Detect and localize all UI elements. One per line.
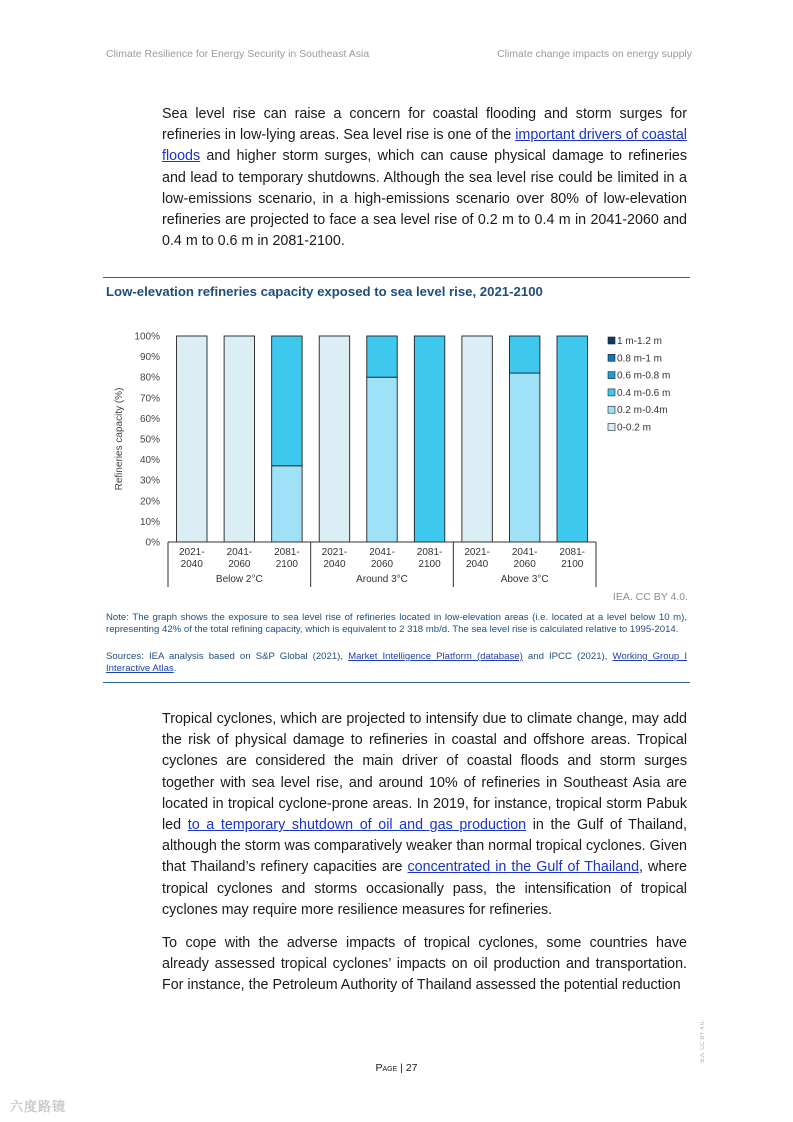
y-tick-label: 10% <box>139 516 160 528</box>
bar-segment <box>272 336 302 466</box>
sources-text: . <box>173 662 177 674</box>
x-tick-label: 2040 <box>180 559 203 570</box>
figure-credit: IEA. CC BY 4.0. <box>612 591 688 603</box>
y-tick-label: 30% <box>139 475 160 487</box>
paragraph-tropical-cyclones <box>162 709 687 921</box>
link-ipcc-atlas[interactable]: Working Group I Interactive Atlas <box>106 651 687 674</box>
y-axis-label: Refineries capacity (%) <box>114 387 125 491</box>
paragraph-coping <box>162 933 687 997</box>
x-tick-label: 2041- <box>511 547 538 558</box>
y-tick-label: 90% <box>139 352 160 364</box>
x-tick-label: 2021- <box>178 547 205 558</box>
y-tick-label: 40% <box>139 455 160 467</box>
legend-label: 1 m-1.2 m <box>617 336 663 347</box>
legend-swatch <box>608 424 615 431</box>
x-tick-label: 2100 <box>561 559 584 570</box>
figure-top-rule <box>103 277 690 278</box>
bar-segment <box>367 377 397 542</box>
y-tick-label: 50% <box>139 434 160 446</box>
figure-title: Low-elevation refineries capacity exposed to sea level rise, 2021-2100 <box>106 284 543 299</box>
bar-segment <box>557 336 587 542</box>
x-tick-label: 2081- <box>559 547 586 558</box>
x-tick-label: 2060 <box>370 559 394 570</box>
sources-text: Sources: IEA analysis based on S&P Global (2021), <box>106 651 349 662</box>
page-footer: Page | 27 <box>375 1062 418 1074</box>
x-tick-label: 2081- <box>274 547 300 558</box>
link-temporary-shutdown[interactable]: to a temporary shutdown of oil and gas production <box>187 817 527 834</box>
x-tick-label: 2021- <box>464 547 490 558</box>
x-tick-label: 2021- <box>321 547 348 558</box>
paragraph-sea-level <box>162 104 687 252</box>
legend-swatch <box>608 406 615 413</box>
group-label: Around 3°C <box>356 574 408 585</box>
running-header-left: Climate Resilience for Energy Security in Southeast Asia <box>106 48 370 60</box>
figure-bottom-rule <box>103 682 690 683</box>
x-tick-label: 2041- <box>369 547 395 558</box>
side-license: IEA. CC BY 4.0. <box>700 1020 706 1063</box>
y-tick-label: 100% <box>134 331 160 343</box>
x-tick-label: 2040 <box>465 559 489 570</box>
bar-segment <box>367 336 397 377</box>
bar-segment <box>414 336 444 542</box>
legend-swatch <box>608 337 615 344</box>
y-tick-label: 20% <box>139 496 160 508</box>
group-label: Above 3°C <box>500 574 549 585</box>
running-header-right: Climate change impacts on energy supply <box>497 48 692 60</box>
legend-label: 0.2 m-0.4m <box>617 405 668 417</box>
legend-label: 0.4 m-0.6 m <box>617 387 671 399</box>
paragraph-text: Sea level rise can raise a concern for coastal flooding and storm surges for refineries in low-lying areas. Sea level rise is one of the <box>162 106 687 144</box>
stacked-bar-chart <box>100 322 690 590</box>
paragraph-text: in the Gulf of Thailand, although the storm was comparatively weaker than normal tropical cyclones. Given that Thailand’s refinery capacities are <box>162 817 687 876</box>
link-gulf-of-thailand[interactable]: concentrated in the Gulf of Thailand <box>407 859 640 876</box>
paragraph-text: Tropical cyclones, which are projected to intensify due to climate change, may add the risk of physical damage to refineries in coastal and offshore areas. Tropical cyclones are considered the main driver of coastal floods and storm surges together with sea level rise, and around 10% of refineries in Southeast Asia are located in tropical cyclone-prone areas. In 2019, for instance, tropical storm Pabuk led <box>162 711 687 834</box>
legend-label: 0-0.2 m <box>617 422 651 434</box>
bar-segment <box>509 336 539 373</box>
x-tick-label: 2060 <box>228 559 251 570</box>
x-tick-label: 2081- <box>416 547 443 558</box>
legend-label: 0.8 m-1 m <box>617 353 663 365</box>
x-tick-label: 2100 <box>418 559 441 570</box>
link-market-intelligence[interactable]: Market Intelligence Platform (database) <box>348 651 523 662</box>
y-tick-label: 0% <box>145 537 160 549</box>
bar-segment <box>319 336 349 542</box>
y-tick-label: 70% <box>139 393 160 405</box>
paragraph-text: and higher storm surges, which can cause physical damage to refineries and lead to temporary shutdowns. Although the sea level rise could be limited in a low-emissions scenario, in a high-emissions scenario over 80% of low-elevation refineries are projected to face a sea level rise of 0.2 m to 0.4 m in 2041-2060 and 0.4 m to 0.6 m in 2081-2100. <box>162 148 687 250</box>
group-label: Below 2°C <box>215 574 263 585</box>
legend-swatch <box>608 354 615 361</box>
y-tick-label: 60% <box>139 413 160 425</box>
x-tick-label: 2041- <box>226 547 253 558</box>
bar-segment <box>509 373 539 542</box>
x-tick-label: 2100 <box>275 559 299 570</box>
paragraph-text: , where tropical cyclones and storms occasionally pass, the intensification of tropical cyclones may require more resilience measures for refineries. <box>162 859 687 918</box>
bar-segment <box>177 336 207 542</box>
watermark: 六度路镜 <box>10 1099 67 1114</box>
figure-note: Note: The graph shows the exposure to sea level rise of refineries located in low-elevation areas (i.e. located at a level below 10 m), representing 42% of the total refining capacity, which is equivalent to 2 318 mb/d. The sea level rise is calculated relative to 1995-2014. <box>106 612 687 635</box>
bar-segment <box>272 466 302 542</box>
legend-swatch <box>608 372 615 379</box>
page-label: Page <box>375 1062 398 1074</box>
legend-label: 0.6 m-0.8 m <box>617 370 671 382</box>
bar-segment <box>224 336 254 542</box>
x-tick-label: 2040 <box>323 559 346 570</box>
bar-segment <box>462 336 492 542</box>
x-tick-label: 2060 <box>513 559 536 570</box>
figure-sources <box>106 651 687 674</box>
link-coastal-floods[interactable]: important drivers of coastal floods <box>162 127 687 165</box>
y-tick-label: 80% <box>139 372 160 384</box>
sources-text: and IPCC (2021), <box>522 651 613 662</box>
page-number: 27 <box>405 1062 418 1074</box>
paragraph-text: To cope with the adverse impacts of tropical cyclones, some countries have already assessed tropical cyclones’ impacts on oil production and transportation. For instance, the Petroleum Authority of Thailand assessed the potential reduction <box>162 935 687 994</box>
legend-swatch <box>608 389 615 396</box>
